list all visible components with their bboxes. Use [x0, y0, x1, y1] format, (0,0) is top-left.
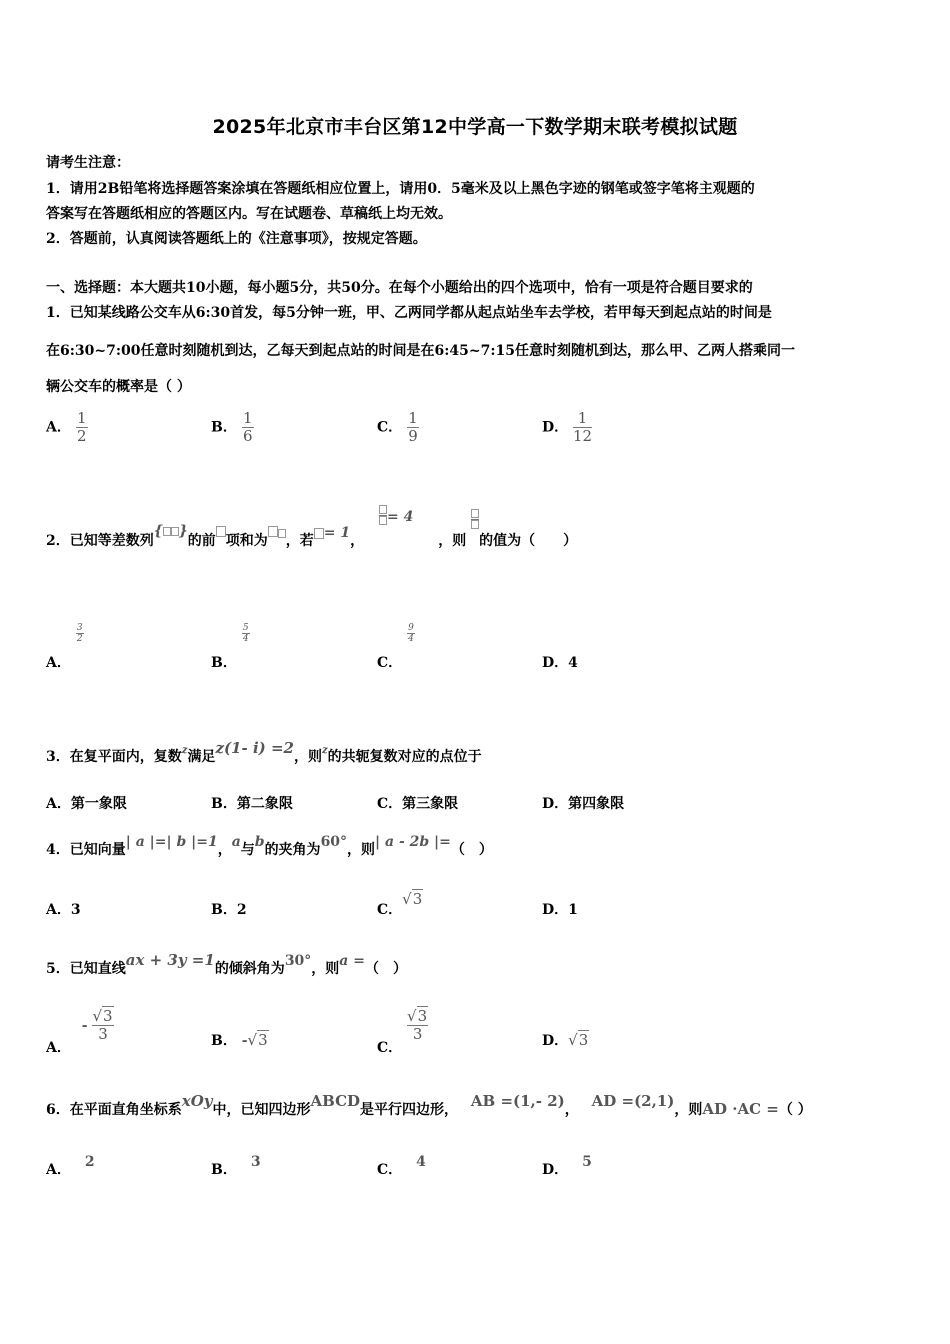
q5-option-c: C． $\frac{√3}{3}$ — [377, 1007, 428, 1056]
q6-stem: 6．在平面直角坐标系xOy中，已知四边形ABCD是平行四边形， AB =(1,- 2)， AD =(2,1)，则AD ·AC =（ ） — [46, 1092, 812, 1118]
q4-option-c: C．√3 — [377, 890, 423, 918]
notice-line: 1．请用2B铅笔将选择题答案涂填在答题纸相应位置上，请用0．5毫米及以上黑色字迹的钢笔或签字笔将主观题的 — [46, 181, 755, 197]
q6-option-a: A． 2 — [46, 1154, 95, 1178]
q4-option-b: B．2 — [211, 902, 247, 918]
fraction: $\frac{√3}{3}$ — [92, 1007, 113, 1043]
q3-stem: 3．在复平面内，复数$^z$满足z(1- i) =2，则$^z$的共轭复数对应的点位于 — [46, 739, 482, 765]
square-root: √3 — [568, 1031, 589, 1049]
sequence-symbol: { } — [153, 523, 188, 539]
q1-option-d: D． $\frac{1}{12}$ — [542, 409, 593, 445]
q1-option-b: B． $\frac{1}{6}$ — [211, 409, 253, 445]
q1-stem-line: 在6:30~7:00任意时刻随机到达，乙每天到起点站的时间是在6:45~7:15任意时刻随机到达，那么甲、乙两人搭乘同一 — [46, 343, 796, 359]
section-heading: 一、选择题：本大题共10小题，每小题5分，共50分。在每个小题给出的四个选项中，恰有一项是符合题目要求的 — [46, 280, 753, 296]
q1-stem-line: 辆公交车的概率是（ ） — [46, 379, 191, 395]
q4-stem: 4．已知向量| a |=| b |=1，a与b的夹角为60°，则| a - 2b |=（ ） — [46, 834, 493, 858]
a1-symbol — [314, 528, 324, 539]
q6-option-c: C． 4 — [377, 1154, 426, 1178]
q5-stem: 5．已知直线ax + 3y =1的倾斜角为30°，则a =（ ） — [46, 951, 407, 977]
q1-option-a: A． $\frac{1}{2}$ — [46, 409, 87, 445]
notice-line: 答案写在答题纸相应的答题区内。写在试题卷、草稿纸上均无效。 — [46, 206, 452, 222]
q2-option-c: C． $\frac{9}{4}$ — [377, 622, 414, 671]
fraction: $\frac{5}{4}$ — [242, 622, 249, 644]
q2-option-b: B． $\frac{5}{4}$ — [211, 622, 249, 671]
q4-option-d: D．1 — [542, 902, 578, 918]
q1-option-c: C． $\frac{1}{9}$ — [377, 409, 418, 445]
notice-line: 2．答题前，认真阅读答题纸上的《注意事项》，按规定答题。 — [46, 231, 427, 247]
n-symbol — [216, 526, 226, 537]
fraction: $\frac{1}{2}$ — [76, 409, 87, 445]
fraction: $\frac{1}{6}$ — [242, 409, 253, 445]
fraction: $\frac{3}{2}$ — [76, 622, 83, 644]
q5-option-a: A． - $\frac{√3}{3}$ — [46, 1007, 113, 1056]
fraction: $\frac{√3}{3}$ — [407, 1007, 428, 1043]
sn-symbol — [268, 526, 278, 537]
q3-option-a: A．第一象限 — [46, 796, 127, 812]
q6-option-d: D． 5 — [542, 1154, 592, 1178]
fraction: $\frac{1}{12}$ — [573, 409, 593, 445]
square-root: √3 — [402, 890, 423, 908]
q6-option-b: B． 3 — [211, 1154, 261, 1178]
q2-stem: 2．已知等差数列{ }的前 项和为 ，若 = 1， = 4 ，则 的值为（ ） — [46, 500, 577, 560]
q3-option-d: D．第四象限 — [542, 796, 625, 812]
s6-over-s4 — [471, 509, 479, 530]
q1-stem-line: 1．已知某线路公交车从6:30首发，每5分钟一班，甲、乙两同学都从起点站坐车去学校，若甲每天到起点站的时间是 — [46, 305, 772, 321]
q3-option-c: C．第三象限 — [377, 796, 459, 812]
square-root: √3 — [247, 1031, 268, 1049]
q2-option-a: A． $\frac{3}{2}$ — [46, 622, 83, 671]
q5-option-b: B． -√3 — [211, 1031, 268, 1049]
q2-option-d: D．4 — [542, 655, 578, 671]
q4-option-a: A．3 — [46, 902, 81, 918]
fraction: $\frac{9}{4}$ — [408, 622, 414, 644]
page-title: 2025年北京市丰台区第12中学高一下数学期末联考模拟试题 — [212, 116, 738, 138]
s4-over-s2 — [379, 505, 387, 526]
notice-heading: 请考生注意： — [46, 155, 130, 171]
q5-option-d: D．√3 — [542, 1031, 589, 1049]
fraction: $\frac{1}{9}$ — [408, 409, 418, 445]
q3-option-b: B．第二象限 — [211, 796, 293, 812]
